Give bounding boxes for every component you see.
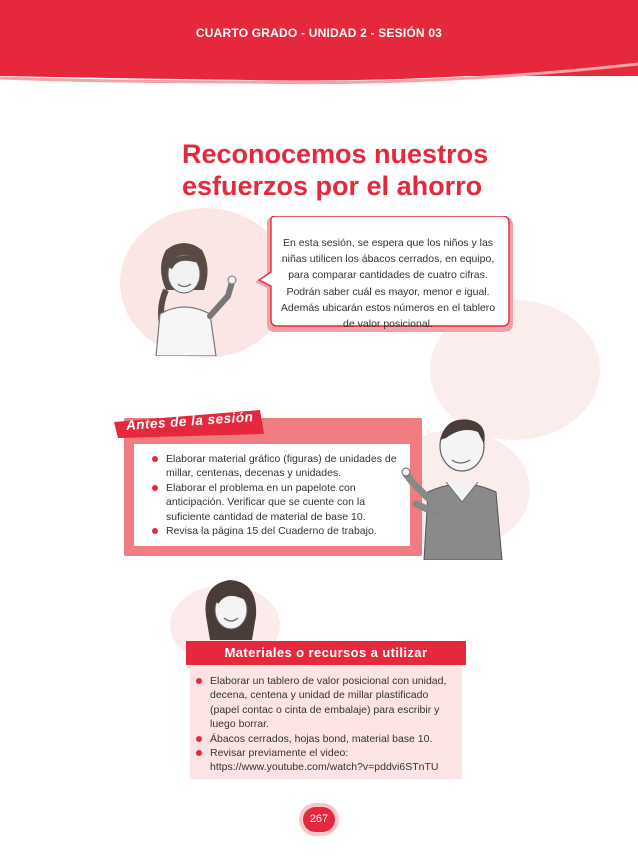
before-session-title: Antes de la sesión [125,409,254,433]
materials-list [196,674,458,775]
header-title: CUARTO GRADO - UNIDAD 2 - SESIÓN 03 [195,26,443,40]
header-curve [0,40,638,90]
page-title-line-1: Reconocemos nuestros [182,139,489,169]
list-item: Elaborar el problema en un papelote con anticipación. Verificar que se cuente con la suficiente cantidad de material de base 10. [152,481,400,524]
list-item: Elaborar un tablero de valor posicional con unidad, decena, centena y unidad de millar plastificado (papel contac o cinta de embalaje) para escribir y luego borrar. [196,674,458,732]
girl-illustration [136,238,246,356]
bullet-icon [196,750,202,756]
girl-portrait-illustration [196,576,266,644]
page-title-line-2: esfuerzos por el ahorro [182,171,483,201]
page-number: 267 [303,807,335,832]
bullet-icon [152,485,158,491]
intro-bubble-text: En esta sesión, se espera que los niños y las niñas utilicen los ábacos cerrados, en equipo, para comparar cantidades de cuatro cifras. Podrán saber cuál es mayor, menor e igual. Además ubicarán estos números en el tablero de valor posicional. [280,237,496,331]
bullet-icon [152,456,158,462]
bullet-icon [152,528,158,534]
materials-title: Materiales o recursos a utilizar [224,645,428,660]
bullet-icon [196,736,202,742]
list-item: Ábacos cerrados, hojas bond, material base 10. [196,732,458,746]
before-session-list [152,452,400,538]
list-item: Revisa la página 15 del Cuaderno de trabajo. [152,524,400,538]
list-item: Revisar previamente el video: https://www.youtube.com/watch?v=pddvi6STnTU [196,746,458,775]
bullet-icon [196,678,202,684]
page-title [182,138,502,202]
list-item: Elaborar material gráfico (figuras) de unidades de millar, centenas, decenas y unidades. [152,452,400,481]
boy-illustration [398,410,518,560]
